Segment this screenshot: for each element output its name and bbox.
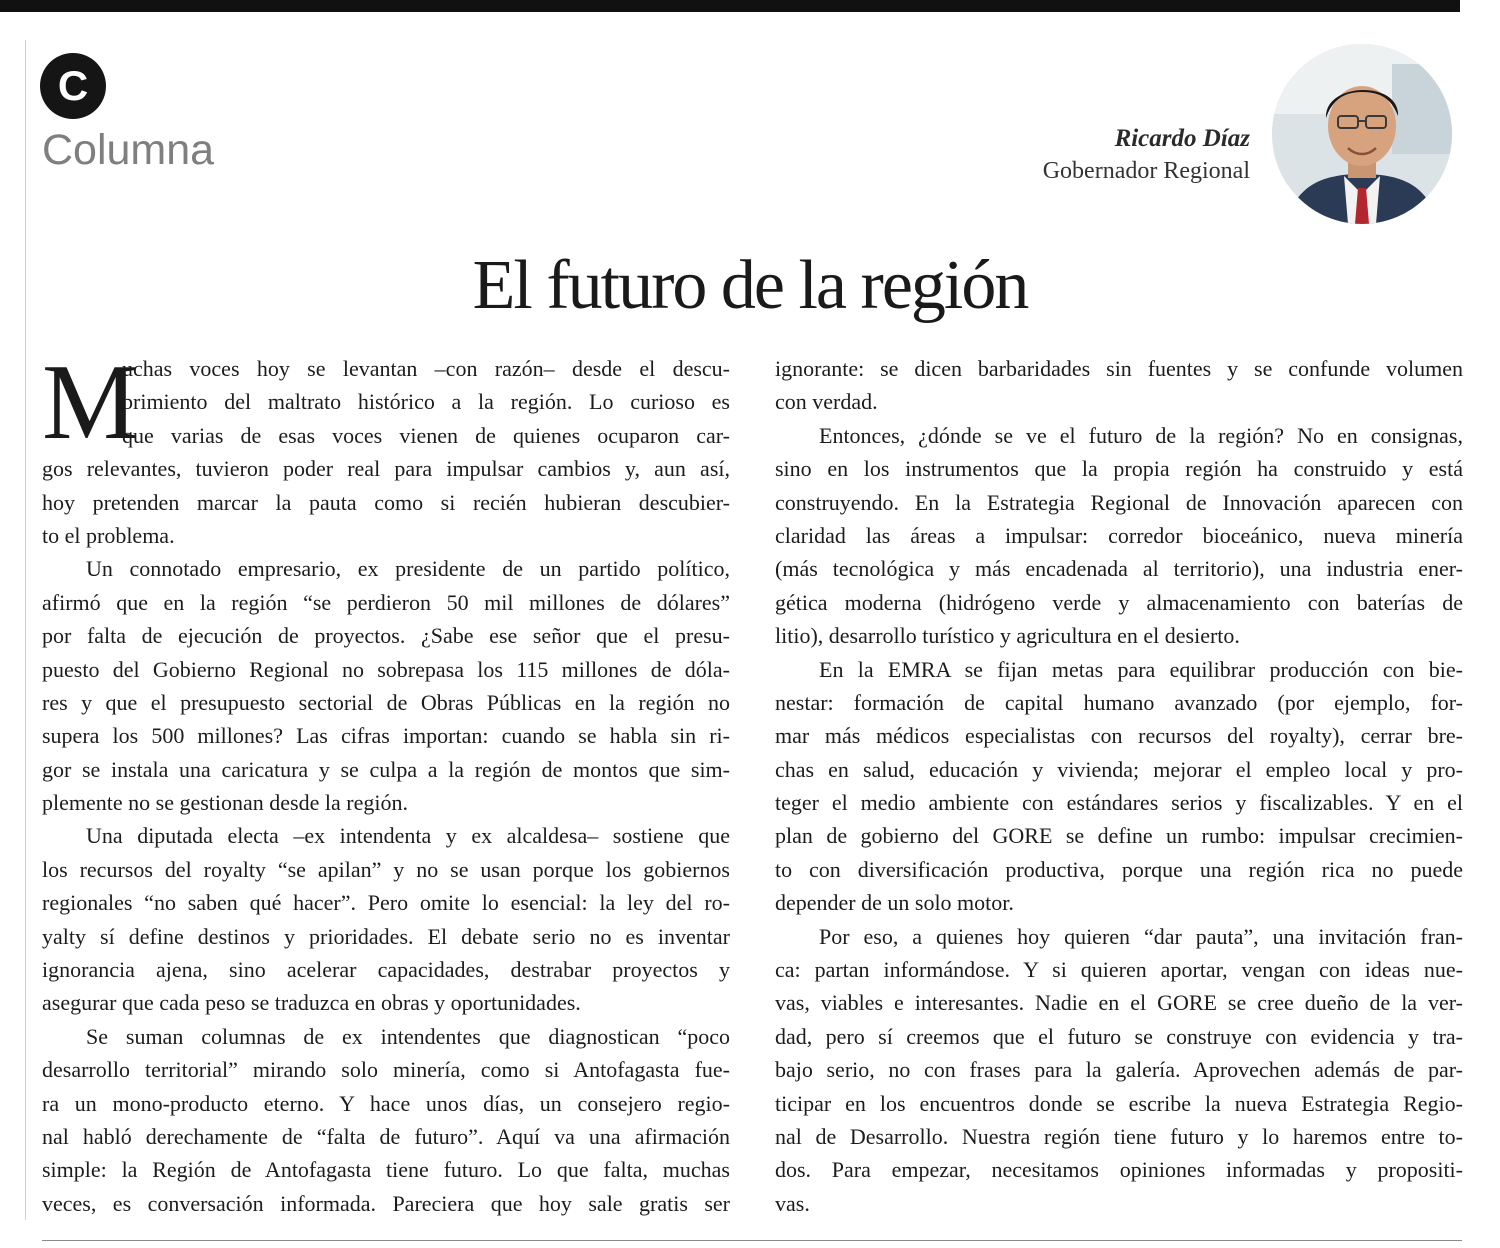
text-line: nal de Desarrollo. Nuestra región tiene futuro y lo haremos entre to- [775,1123,1463,1149]
bottom-rule [42,1240,1462,1241]
text-line: dad, pero sí creemos que el futuro se construye con evidencia y tra- [775,1023,1463,1049]
text-line: asegurar que cada peso se traduzca en obras y oportunidades. [42,990,581,1016]
text-line: bajo serio, no con frases para la galería. Aprovechen además de par- [775,1057,1463,1083]
text-line: Por eso, a quienes hoy quieren “dar pauta”, una invitación fran- [819,923,1463,949]
text-line: uchas voces hoy se levantan –con razón– desde el descu- [122,356,730,381]
text-line: por falta de ejecución de proyectos. ¿Sabe ese señor que el presu- [42,623,730,649]
text-line: res y que el presupuesto sectorial de Obras Públicas en la región no [42,689,730,715]
text-line: brimiento del maltrato histórico a la región. Lo curioso es [122,389,730,415]
text-line: con verdad. [775,389,878,415]
text-line: gética moderna (hidrógeno verde y almacenamiento con baterías de [775,589,1463,615]
text-line: afirmó que en la región “se perdieron 50 mil millones de dólares” [42,589,730,615]
text-line: ignorancia ajena, sino acelerar capacidades, destrabar proyectos y [42,957,730,983]
text-line: litio), desarrollo turístico y agricultura en el desierto. [775,623,1240,649]
text-line: mar más médicos especialistas con recursos del royalty), cerrar bre- [775,723,1463,749]
drop-cap: M [42,343,139,462]
text-line: vas, viables e interesantes. Nadie en el GORE se cree dueño de la ver- [775,990,1463,1016]
text-line: Una diputada electa –ex intendenta y ex alcaldesa– sostiene que [86,823,730,849]
author-photo [1272,44,1452,224]
text-line: yalty sí define destinos y prioridades. El debate serio no es inventar [42,923,730,949]
text-line: gos relevantes, tuvieron poder real para impulsar cambios y, aun así, [42,456,730,482]
text-line: ra un mono-producto eterno. Y hace unos días, un consejero regio- [42,1090,730,1116]
text-line: to el problema. [42,522,175,548]
text-line: nestar: formación de capital humano avanzado (por ejemplo, for- [775,689,1463,715]
text-line: regionales “no saben qué hacer”. Pero omite lo esencial: la ley del ro- [42,890,730,916]
text-line: veces, es conversación informada. Pareciera que hoy sale gratis ser [42,1190,730,1216]
text-line: puesto del Gobierno Regional no sobrepasa los 115 millones de dóla- [42,656,730,682]
author-name: Ricardo Díaz [1114,125,1250,152]
text-line: gor se instala una caricatura y se culpa a la región de montos que sim- [42,756,730,782]
section-label: Columna [42,126,215,174]
text-line: ticipar en los encuentros donde se escribe la nueva Estrategia Regio- [775,1090,1463,1116]
text-line: ca: partan informándose. Y si quieren aportar, vengan con ideas nue- [775,957,1463,983]
byline [1043,124,1250,188]
text-line: (más tecnológica y más encadenada al territorio), una industria ener- [775,556,1463,582]
text-line: Se suman columnas de ex intendentes que diagnostican “poco [86,1023,730,1049]
text-line: to con diversificación productiva, porque una región rica no puede [775,856,1463,882]
text-line: teger el medio ambiente con estándares serios y fiscalizables. Y en el [775,790,1463,816]
text-line: dos. Para empezar, necesitamos opiniones informadas y propositi- [775,1157,1463,1183]
text-line: hoy pretenden marcar la pauta como si recién hubieran descubier- [42,489,730,515]
text-line: los recursos del royalty “se apilan” y no se usan porque los gobiernos [42,856,730,882]
top-rule [0,0,1460,12]
text-line: sino en los instrumentos que la propia región ha construido y está [775,456,1463,482]
left-margin-rule [25,40,26,1220]
text-line: que varias de esas voces vienen de quienes ocuparon car- [122,422,730,448]
text-line: En la EMRA se fijan metas para equilibrar producción con bie- [819,656,1463,682]
text-line: depender de un solo motor. [775,890,1014,916]
article-column-left [42,343,730,1220]
text-line: chas en salud, educación y vivienda; mejorar el empleo local y pro- [775,756,1463,782]
text-line: claridad las áreas a impulsar: corredor bioceánico, nueva minería [775,522,1463,548]
text-line: desarrollo territorial” mirando solo minería, como si Antofagasta fue- [42,1057,730,1083]
author-role: Gobernador Regional [1042,158,1250,184]
text-line: Un connotado empresario, ex presidente de un partido político, [86,556,730,582]
text-line: plemente no se gestionan desde la región. [42,790,408,816]
text-line: nal habló derechamente de “falta de futuro”. Aquí va una afirmación [42,1123,730,1149]
text-line: Entonces, ¿dónde se ve el futuro de la región? No en consignas, [819,422,1463,448]
text-line: simple: la Región de Antofagasta tiene futuro. Lo que falta, muchas [42,1157,730,1183]
text-line: plan de gobierno del GORE se define un rumbo: impulsar crecimien- [775,823,1463,849]
text-line: construyendo. En la Estrategia Regional de Innovación aparecen con [775,489,1463,515]
article-column-right [775,352,1463,1220]
headline: El futuro de la región [472,247,1028,324]
text-line: supera los 500 millones? Las cifras importan: cuando se habla sin ri- [42,723,730,749]
column-badge: C [40,53,106,119]
text-line: ignorante: se dicen barbaridades sin fuentes y se confunde volumen [775,356,1463,381]
text-line: vas. [775,1190,810,1216]
